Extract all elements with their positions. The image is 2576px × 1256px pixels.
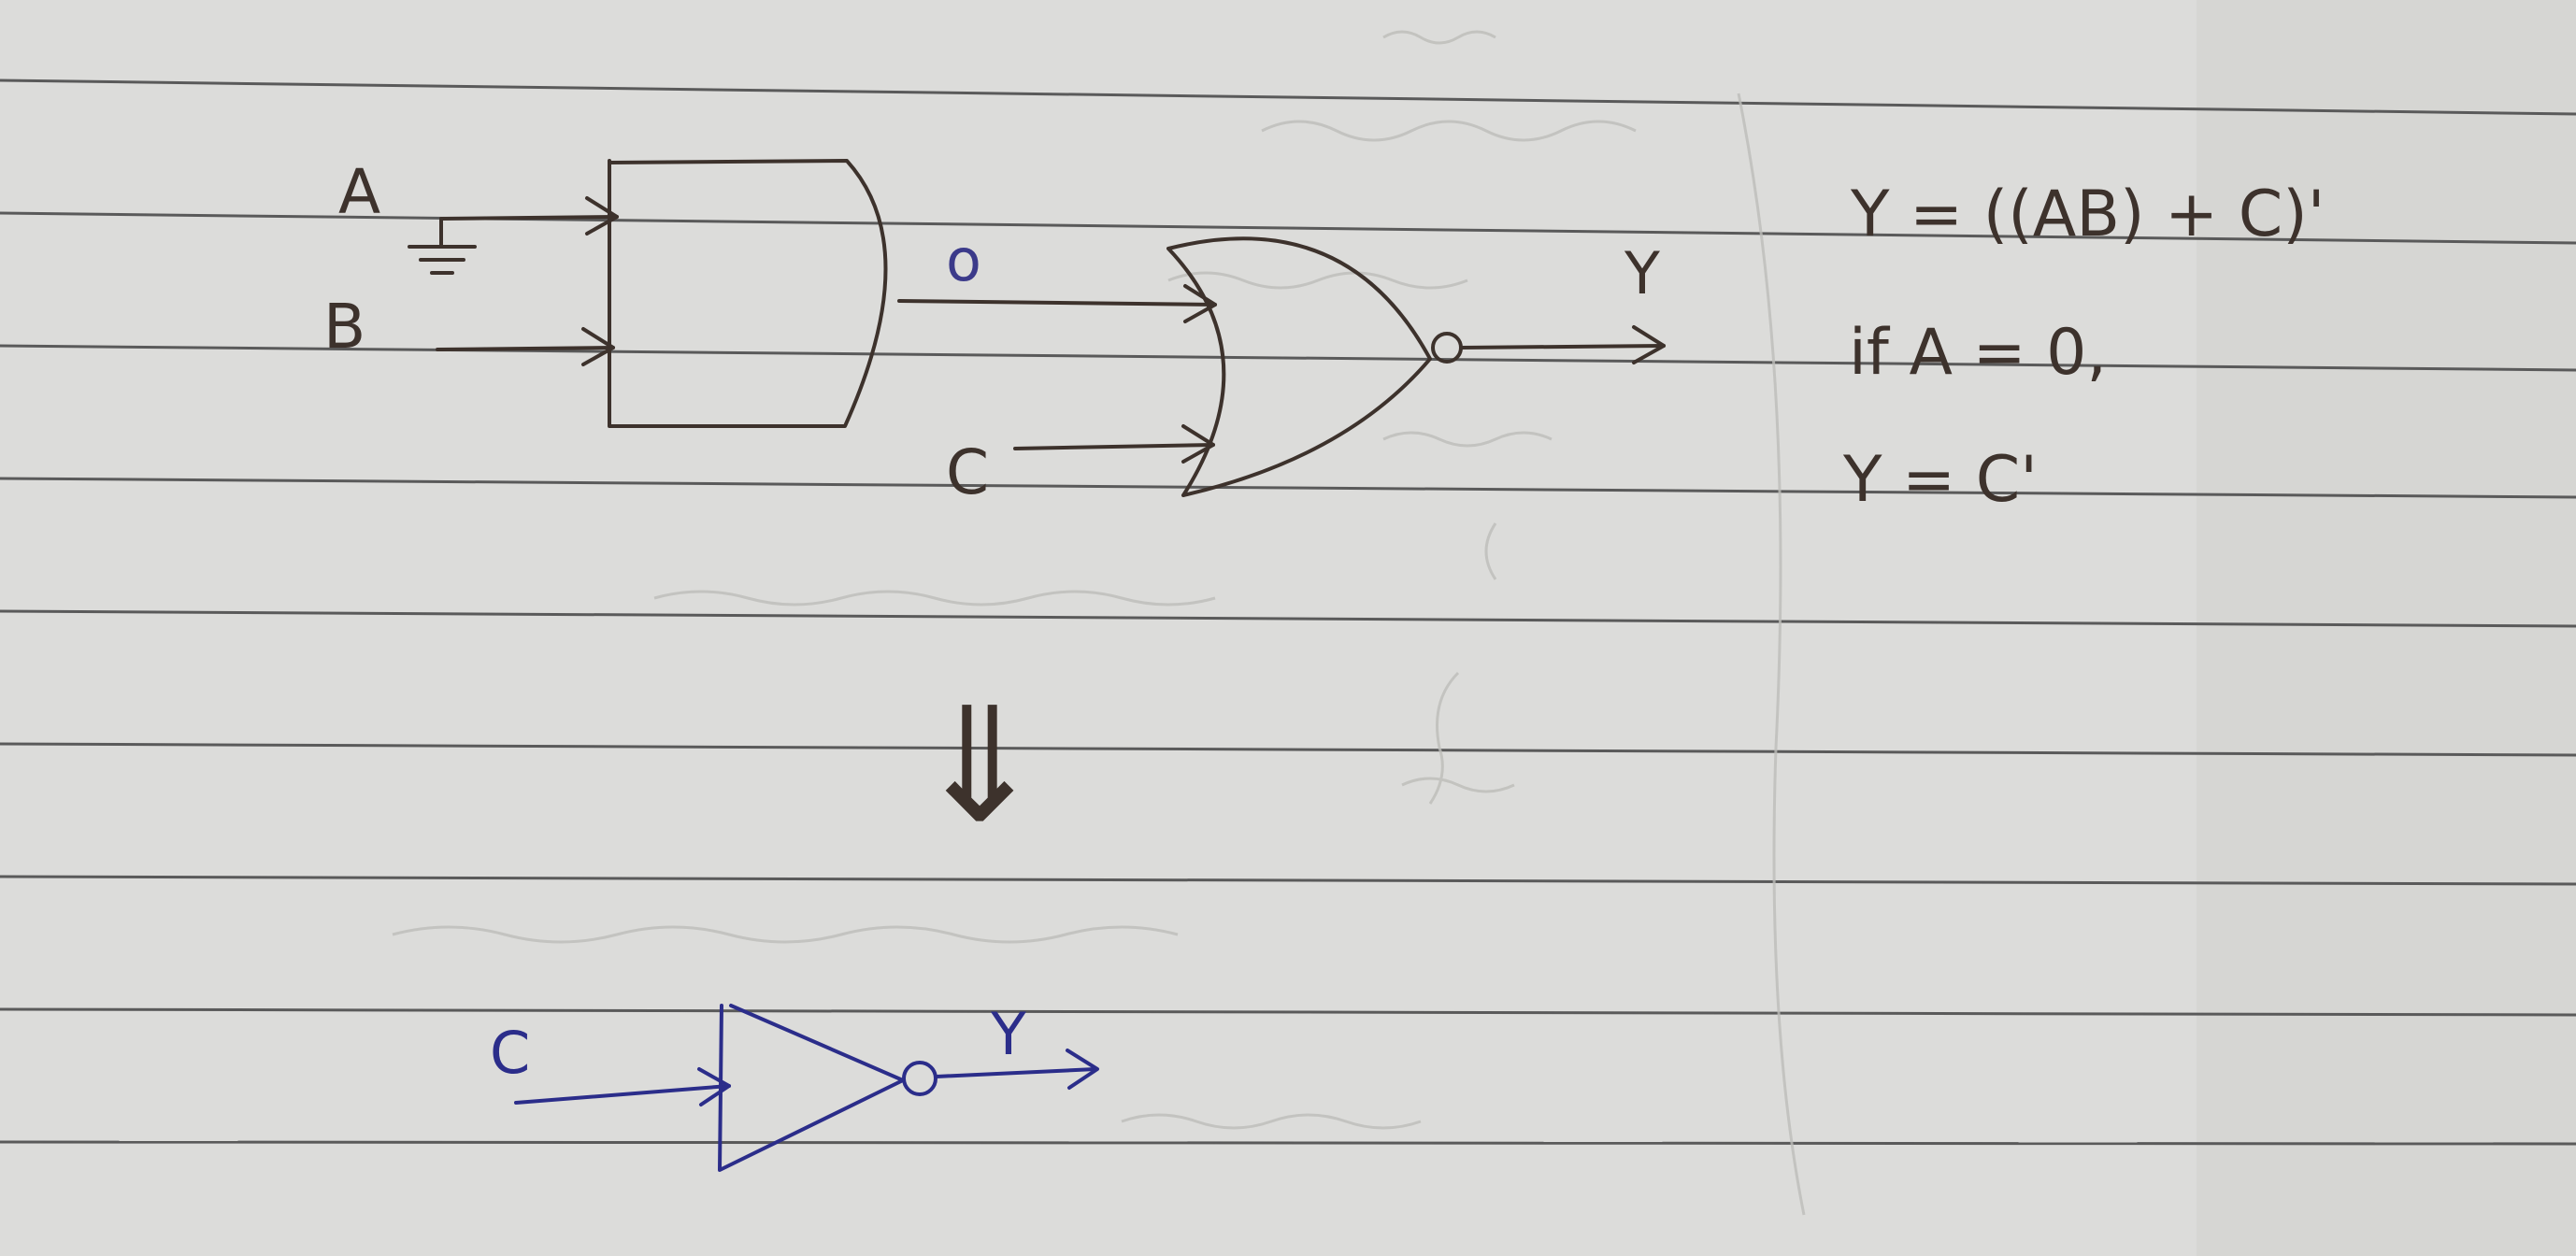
rule-line <box>0 1142 2576 1144</box>
label-input-a: A <box>338 156 381 228</box>
label-input-b: B <box>323 291 366 363</box>
implies-down-arrow-icon: ⇓ <box>912 674 1047 859</box>
label-output-y: Y <box>1624 239 1660 307</box>
label-bottom-input-c: C <box>490 1019 531 1087</box>
label-input-c: C <box>946 436 990 508</box>
equation-full: Y = ((AB) + C)' <box>1851 178 2326 251</box>
equation-condition: if A = 0, <box>1849 316 2108 390</box>
label-bottom-output-y: Y <box>991 1000 1026 1068</box>
equation-result: Y = C' <box>1843 443 2038 517</box>
label-and-output: o <box>946 226 981 294</box>
